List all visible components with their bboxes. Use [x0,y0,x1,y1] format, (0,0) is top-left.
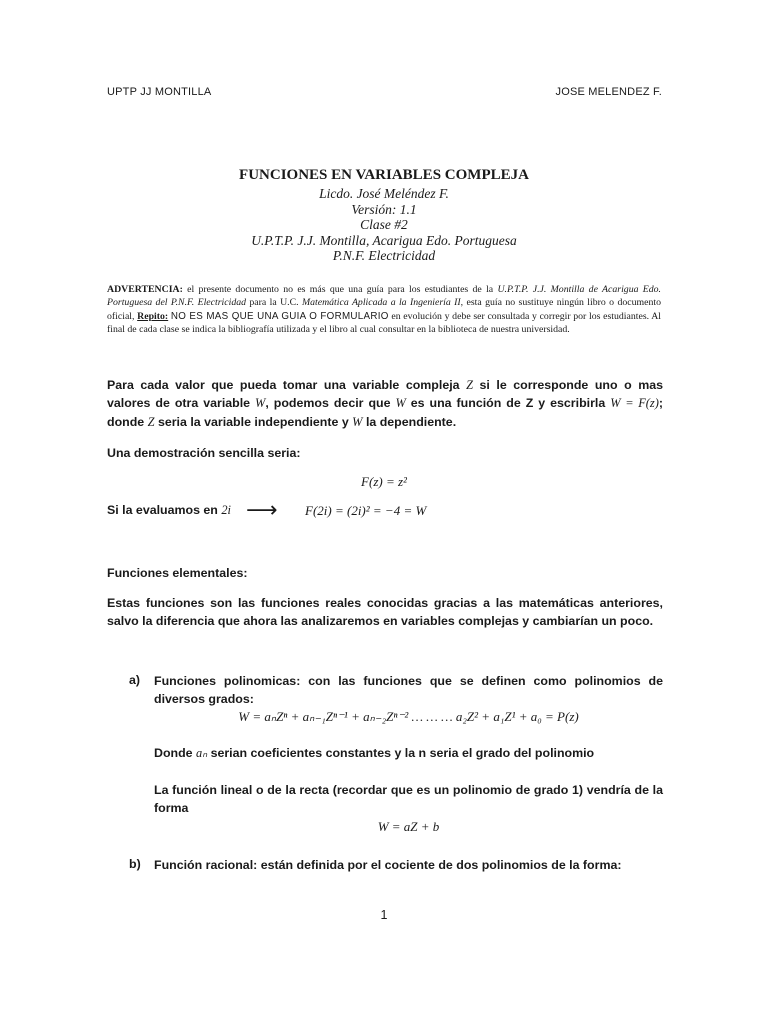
item-b-label: b) [129,857,141,871]
warning-repito: Repito: [137,310,169,322]
warning-course: Matemática Aplicada a la Ingeniería II [301,297,461,309]
header-left: UPTP JJ MONTILLA [107,86,212,98]
version-line: Versión: 1.1 [351,201,417,217]
eval-text: Si la evaluamos en 2i [107,503,231,517]
institution-line: U.P.T.P. J.J. Montilla, Acarigua Edo. Portuguesa [251,232,517,248]
page-number: 1 [380,908,388,922]
warning-paragraph [107,283,661,337]
lineal-equation: W = aZ + b [377,819,440,834]
warning-label: ADVERTENCIA: [107,284,183,295]
item-a-lineal: La función lineal o de la recta (recordar que es un polinomio de grado 1) vendría de la forma [154,783,663,816]
warning-text: para la U.C. [246,297,302,309]
demo-text: Una demostración sencilla seria: [107,446,301,460]
demo-equation: F(z) = z² [361,474,407,489]
header-right: JOSE MELENDEZ F. [555,86,662,98]
author-line: Licdo. José Meléndez F. [319,186,449,201]
eval-result: F(2i) = (2i)² = −4 = W [305,503,427,518]
warning-text: el presente documento no es más que una guía para los estudiantes de la [182,284,498,295]
item-a-donde: Donde aₙ serian coeficientes constantes y la n seria el grado del polinomio [154,746,595,760]
document-title: FUNCIONES EN VARIABLES COMPLEJA [239,167,529,183]
item-b-text: Función racional: están definida por el cociente de dos polinomios de la forma: [154,858,622,872]
polynomial-equation: W = aₙZⁿ + aₙ₋₁Zⁿ⁻¹ + aₙ₋₂Zⁿ⁻² … … … a₂Z² + a₁Z¹ + a₀ = P(z) [238,709,579,724]
warning-institution: U.P.T.P. J.J. Montilla de Acarigua Edo. Portuguesa del P.N.F. Electricidad [107,284,662,309]
title-subtitle-block [0,186,768,264]
section-heading-elementales: Funciones elementales: [107,566,248,580]
arrow-icon: ⟶ [246,498,278,523]
intro-paragraph: Para cada valor que pueda tomar una variable compleja Z si le corresponde uno o mas valores de otra variable W, podemos decir que W es una función de Z y escribirla W = F(z); donde Z seria la variable independiente y W la dependiente. [107,378,663,429]
item-a-text: Funciones polinomicas: con las funciones que se definen como polinomios de diversos grados: [154,674,663,707]
item-a-label: a) [129,673,141,687]
elementales-paragraph: Estas funciones son las funciones reales conocidas gracias a las matemáticas anteriores, salvo la diferencia que ahora las analizaremos en variables complejas y cambiarían un poco. [107,596,663,629]
warning-text: en evolución y debe ser consultada y corregir por los estudiantes. Al final de cada clase se indica la bibliografía utilizada y el libro al cual consultar en la biblioteca de nuestra universidad. [107,310,662,336]
warning-text: , esta guía no sustituye ningún libro o documento oficial, [107,297,661,322]
program-line: P.N.F. Electricidad [332,248,436,263]
warning-caps: NO ES MAS QUE UNA GUIA O FORMULARIO [170,310,389,322]
class-line: Clase #2 [360,217,408,232]
